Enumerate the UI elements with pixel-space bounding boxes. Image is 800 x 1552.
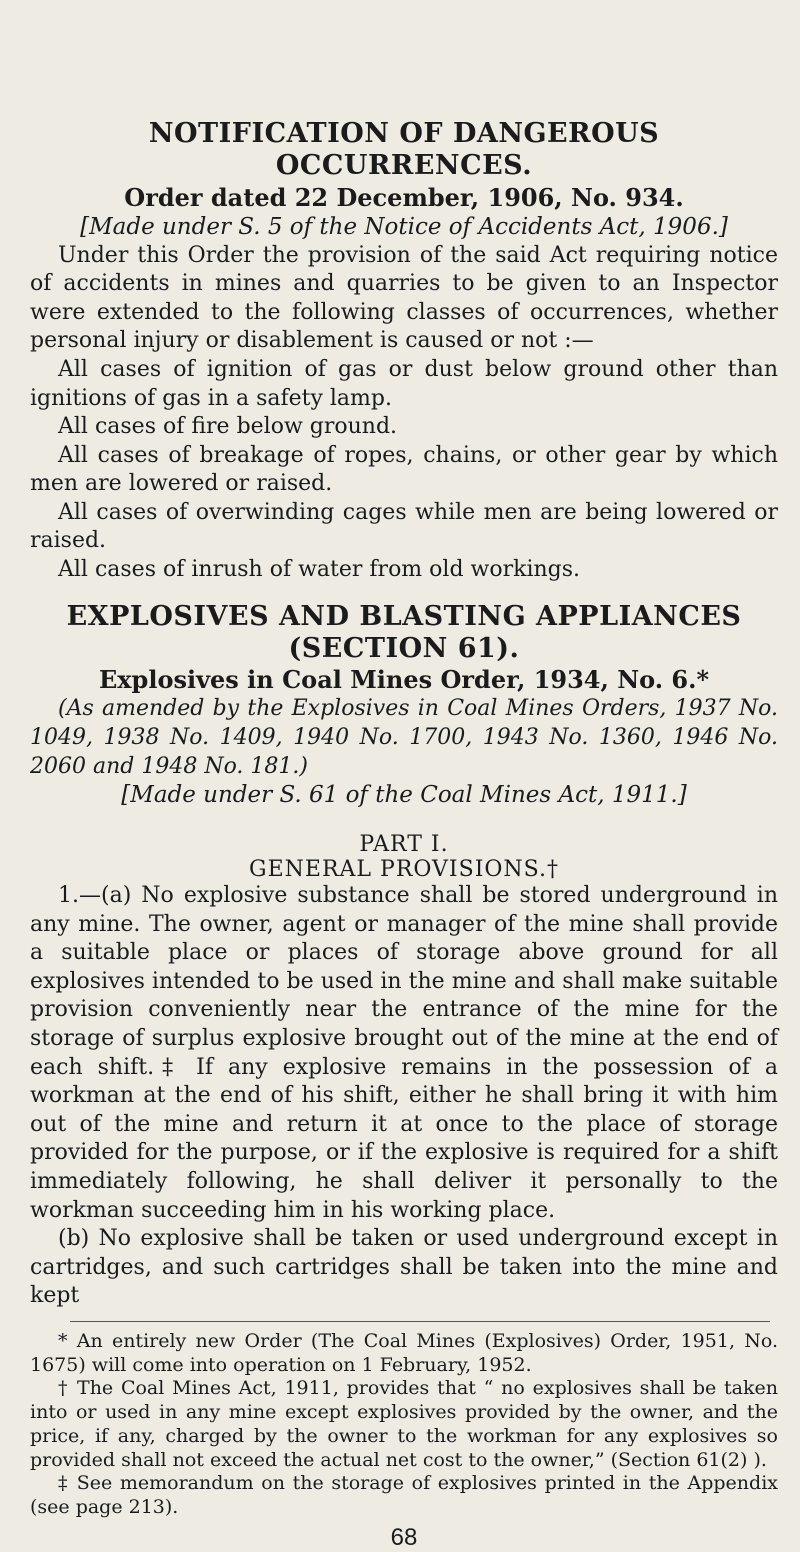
footnote: * An entirely new Order (The Coal Mines (Explosives) Order, 1951, No. 1675) will come into operation on 1 February, 1952. <box>30 1329 778 1376</box>
notification-order: Order dated 22 December, 1906, No. 934. <box>124 182 684 212</box>
page-number: 68 <box>390 1523 418 1551</box>
occurrence-item: All cases of inrush of water from old workings. <box>58 557 581 583</box>
explosives-title: EXPLOSIVES AND BLASTING APPLIANCES (SECTION 61). <box>66 600 742 665</box>
notification-made-under: [Made under S. 5 of the Notice of Accidents Act, 1906.] <box>80 213 728 240</box>
footnote: ‡ See memorandum on the storage of explosives printed in the Appendix (see page 213). <box>30 1472 778 1519</box>
occurrence-list <box>30 356 778 585</box>
occurrence-item: All cases of fire below ground. <box>58 414 398 440</box>
paragraph-1b: (b) No explosive shall be taken or used underground except in cartridges, and such cartridges shall be taken into the mine and kept <box>30 1226 778 1309</box>
occurrence-item: All cases of ignition of gas or dust below ground other than ignitions of gas in a safety lamp. <box>30 356 778 411</box>
paragraph-1a: 1.—(a) No explosive substance shall be stored underground in any mine. The owner, agent or manager of the mine shall provide a suitable place or places of storage above ground for all explosives intended to be used in the mine and shall make suitable provision conveniently near the entrance of the mine for the storage of surplus explosive brought out of the mine at the end of each shift.‡ If any explosive remains in the possession of a workman at the end of his shift, either he shall bring it with him out of the mine and return it at once to the place of storage provided for the purpose, or if the explosive is required for a shift immediately following, he shall deliver it personally to the workman succeeding him in his working place. <box>30 882 778 1223</box>
occurrence-item: All cases of overwinding cages while men are being lowered or raised. <box>30 499 778 554</box>
explosives-amended: (As amended by the Explosives in Coal Mines Orders, 1937 No. 1049, 1938 No. 1409, 1940 No. 1700, 1943 No. 1360, 1946 No. 2060 and 1948 No. 181.) <box>30 696 778 779</box>
occurrence-item: All cases of breakage of ropes, chains, or other gear by which men are lowered or raised. <box>30 442 778 497</box>
part-heading: PART I. <box>359 831 449 857</box>
footnote: † The Coal Mines Act, 1911, provides that “ no explosives shall be taken into or used in any mine except explosives provided by the owner, and the price, if any, charged by the owner to the workman for any explosives so provided shall not exceed the actual net cost to the owner,” (Section 61(2) ). <box>30 1377 778 1471</box>
provisions-heading: GENERAL PROVISIONS.† <box>249 856 559 882</box>
notification-intro: Under this Order the provision of the said Act requiring notice of accidents in mines and quarries to be given to an Inspector were extended to the following classes of occurrences, whether personal injury or disablement is caused or not :— <box>30 242 778 354</box>
footnote-divider <box>70 1321 770 1322</box>
footnotes <box>30 1330 778 1520</box>
notification-title: NOTIFICATION OF DANGEROUS OCCURRENCES. <box>148 118 660 182</box>
explosives-order: Explosives in Coal Mines Order, 1934, No. 6.* <box>98 665 710 695</box>
explosives-made-under: [Made under S. 61 of the Coal Mines Act, 1911.] <box>121 782 687 809</box>
